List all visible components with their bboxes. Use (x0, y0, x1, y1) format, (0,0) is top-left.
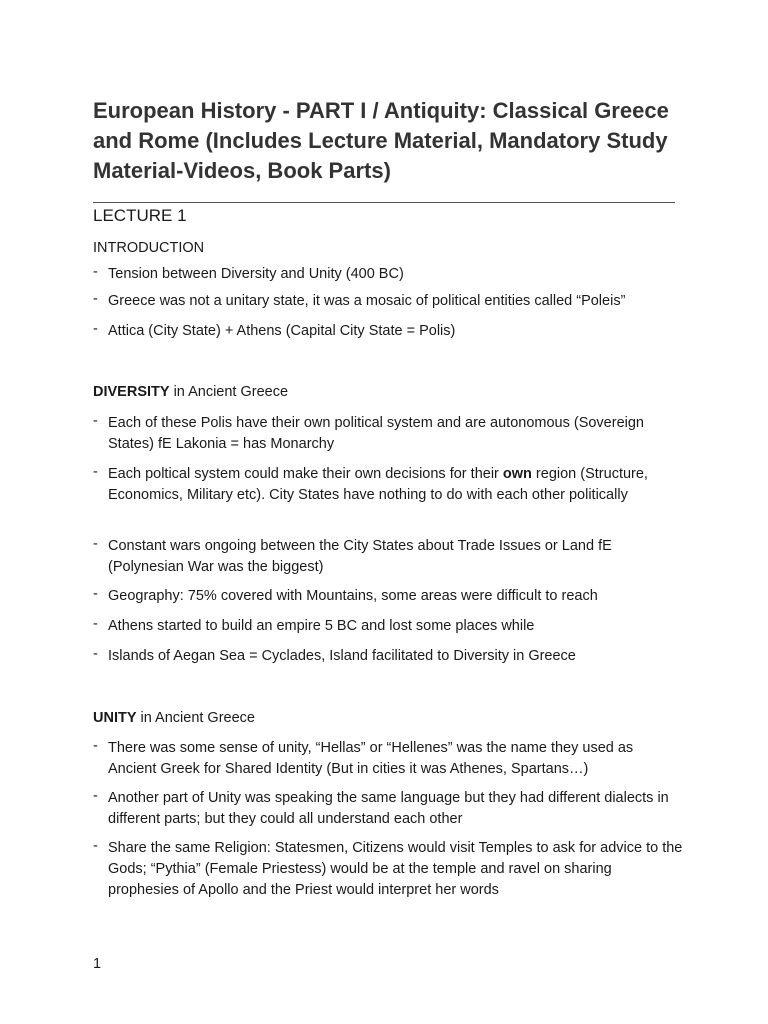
list-item-text: Geography: 75% covered with Mountains, some areas were difficult to reach (108, 588, 598, 604)
list-item (93, 536, 683, 578)
diversity-heading-bold: DIVERSITY (93, 384, 170, 400)
list-item-text: Attica (City State) + Athens (Capital City State = Polis) (108, 323, 456, 339)
list-item-text: Share the same Religion: Statesmen, Citizens would visit Temples to ask for advice to the Gods; “Pythia” (Female Priestess) would be at the temple and ravel on sharing prophesies of Apollo and the Priest would interpret her words (108, 840, 683, 898)
list-item (93, 586, 683, 607)
list-item (93, 616, 683, 637)
bullet-marker: - (93, 536, 98, 552)
unity-heading-bold: UNITY (93, 710, 137, 726)
list-item (93, 646, 683, 667)
list-item-text: Constant wars ongoing between the City States about Trade Issues or Land fE (Polynesian War was the biggest) (108, 538, 612, 575)
diversity-heading-rest: in Ancient Greece (169, 384, 289, 400)
bullet-marker: - (93, 291, 98, 307)
list-item (93, 413, 683, 455)
bullet-marker: - (93, 586, 98, 602)
bullet-marker: - (93, 738, 98, 754)
list-item-text: Islands of Aegan Sea = Cyclades, Island facilitated to Diversity in Greece (108, 648, 576, 664)
list-item-text: There was some sense of unity, “Hellas” or “Hellenes” was the name they used as Ancient Greek for Shared Identity (But in cities it was Athenes, Spartans…) (108, 740, 634, 777)
list-item (93, 838, 683, 901)
list-item (93, 738, 683, 780)
title-divider (93, 202, 675, 203)
unity-heading-rest: in Ancient Greece (136, 710, 255, 726)
bullet-marker: - (93, 838, 98, 854)
list-item (93, 788, 683, 830)
list-item-text-before: Each poltical system could make their own decisions for their (108, 466, 503, 482)
bullet-marker: - (93, 464, 98, 480)
bullet-marker: - (93, 616, 98, 632)
bullet-marker: - (93, 264, 98, 280)
document-title: European History - PART I / Antiquity: Classical Greece and Rome (Includes Lecture Material, Mandatory Study Material-Videos, Book Parts) (93, 98, 669, 183)
page-number: 1 (93, 956, 102, 972)
list-item (93, 264, 683, 285)
list-item-text-bold: own (502, 466, 532, 482)
list-item (93, 464, 683, 506)
list-item-text: Each of these Polis have their own political system and are autonomous (Sovereign States) fE Lakonia = has Monarchy (108, 415, 644, 452)
list-item-text-after: region (Structure, Economics, Military etc). City States have nothing to do with each other politically (108, 466, 648, 503)
list-item (93, 291, 683, 312)
list-item-text (108, 464, 683, 506)
unity-heading (93, 708, 255, 728)
list-item-text: Tension between Diversity and Unity (400 BC) (108, 266, 404, 282)
list-item-text: Greece was not a unitary state, it was a mosaic of political entities called “Poleis” (108, 293, 626, 309)
list-item (93, 321, 683, 342)
bullet-marker: - (93, 788, 98, 804)
diversity-heading (93, 382, 288, 402)
list-item-text: Athens started to build an empire 5 BC and lost some places while (108, 618, 535, 634)
bullet-marker: - (93, 321, 98, 337)
bullet-marker: - (93, 413, 98, 429)
introduction-heading: INTRODUCTION (93, 240, 205, 256)
lecture-heading: LECTURE 1 (93, 206, 187, 225)
bullet-marker: - (93, 646, 98, 662)
list-item-text: Another part of Unity was speaking the same language but they had different dialects in different parts; but they could all understand each other (108, 790, 669, 827)
